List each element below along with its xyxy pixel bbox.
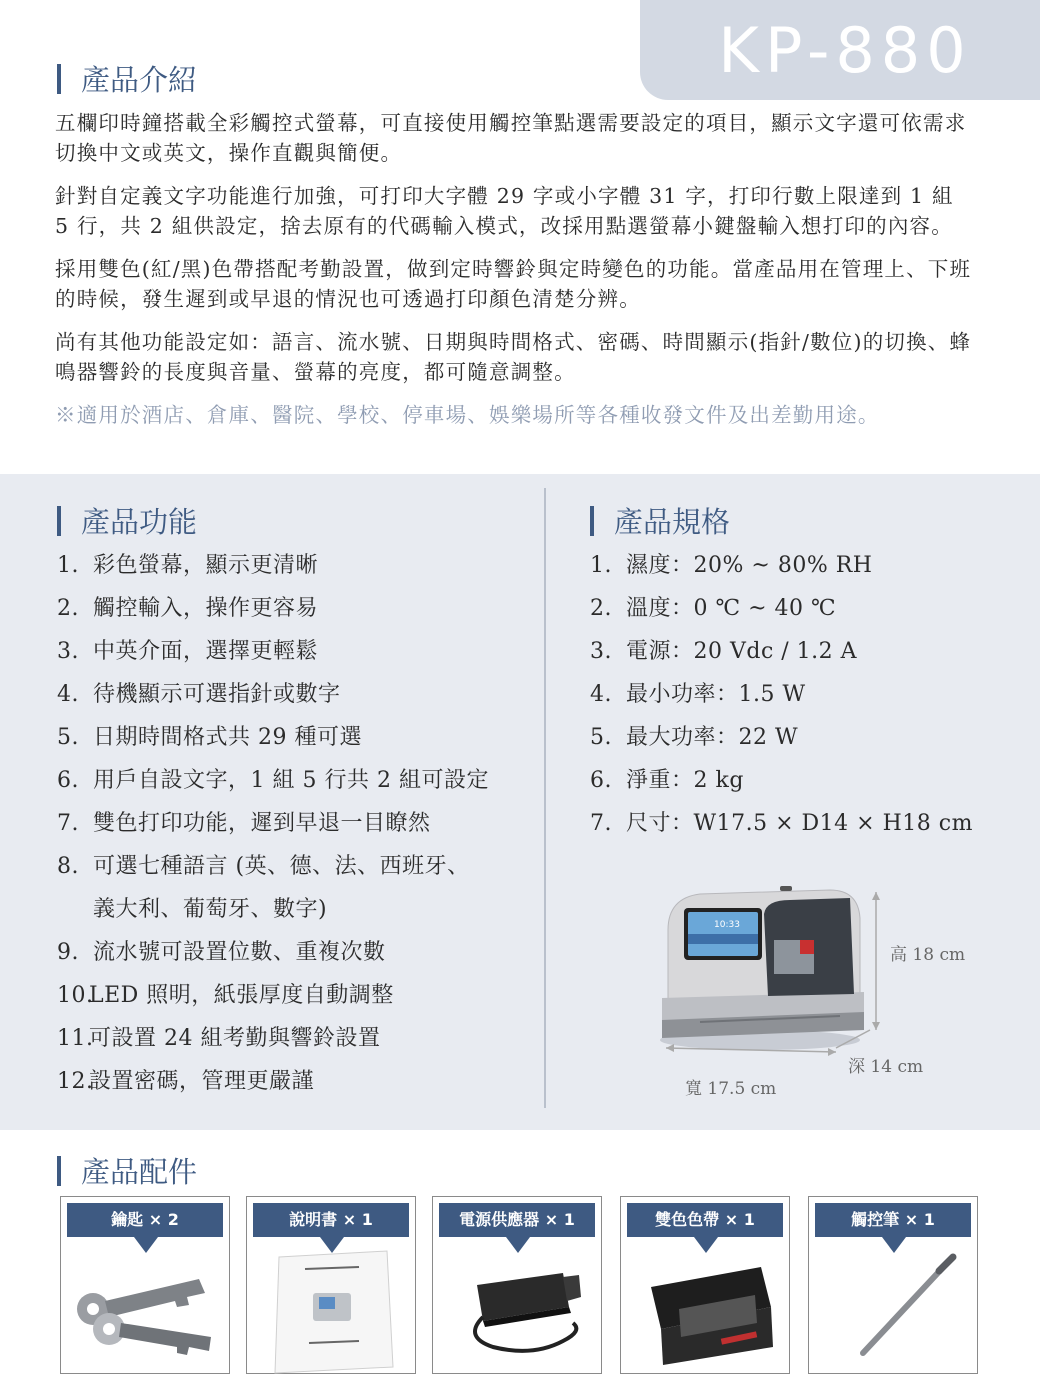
feature-item: 4. 待機顯示可選指針或數字 <box>57 682 341 707</box>
title-bar <box>590 506 594 536</box>
feature-item: 11.可設置 24 組考勤與響鈴設置 <box>57 1026 381 1051</box>
title-bar <box>57 64 61 94</box>
feature-item-continued: 義大利、葡萄牙、數字) <box>93 897 328 922</box>
feature-item: 1. 彩色螢幕，顯示更清晰 <box>57 553 319 578</box>
feature-item: 5. 日期時間格式共 29 種可選 <box>57 725 362 750</box>
width-label: 寬 17.5 cm <box>685 1079 777 1099</box>
model-name: KP-880 <box>718 13 972 87</box>
accessory-label: 鑰匙 × 2 <box>67 1203 223 1237</box>
spec-item: 2. 溫度：0 ℃ ~ 40 ℃ <box>590 596 837 621</box>
intro-paragraph: 尚有其他功能設定如：語言、流水號、日期與時間格式、密碼、時間顯示(指針/數位)的切換、蜂鳴器響鈴的長度與音量、螢幕的亮度，都可隨意調整。 <box>55 330 972 384</box>
accessory-card-ribbon <box>620 1196 790 1374</box>
svg-text:10:33: 10:33 <box>714 920 740 930</box>
specs-list <box>590 544 973 845</box>
accessory-label: 說明書 × 1 <box>253 1203 409 1237</box>
accessory-card-adapter <box>432 1196 602 1374</box>
intro-body <box>55 108 975 443</box>
model-tab <box>640 0 1040 100</box>
keys-icon <box>61 1197 231 1375</box>
manual-icon <box>247 1197 417 1375</box>
spec-item: 5. 最大功率：22 W <box>590 725 799 750</box>
depth-label: 深 14 cm <box>848 1057 924 1077</box>
spec-item: 3. 電源：20 Vdc / 1.2 A <box>590 639 858 664</box>
feature-item: 7. 雙色打印功能，遲到早退一目瞭然 <box>57 811 431 836</box>
title-bar <box>57 506 61 536</box>
spec-item: 6. 淨重：2 kg <box>590 768 744 793</box>
feature-item: 12.設置密碼，管理更嚴謹 <box>57 1069 315 1094</box>
accessories-title: 產品配件 <box>57 1150 197 1191</box>
accessory-card-keys <box>60 1196 230 1374</box>
spec-item: 7. 尺寸：W17.5 × D14 × H18 cm <box>590 811 973 836</box>
feature-item: 3. 中英介面，選擇更輕鬆 <box>57 639 319 664</box>
feature-item: 10.LED 照明，紙張厚度自動調整 <box>57 983 394 1008</box>
intro-paragraph: 採用雙色(紅/黑)色帶搭配考勤設置，做到定時響鈴與定時變色的功能。當產品用在管理上、下班的時候，發生遲到或早退的情況也可透過打印顏色清楚分辨。 <box>55 257 972 311</box>
accessory-label: 雙色色帶 × 1 <box>627 1203 783 1237</box>
height-label: 高 18 cm <box>890 945 966 965</box>
spec-item: 1. 濕度：20% ~ 80% RH <box>590 553 873 578</box>
feature-item: 9. 流水號可設置位數、重複次數 <box>57 940 386 965</box>
title-bar <box>57 1156 61 1186</box>
accessory-card-manual <box>246 1196 416 1374</box>
features-title: 產品功能 <box>57 500 197 541</box>
accessory-label: 電源供應器 × 1 <box>439 1203 595 1237</box>
feature-item: 8. 可選七種語言 (英、德、法、西班牙、 <box>57 854 470 879</box>
spec-item: 4. 最小功率：1.5 W <box>590 682 806 707</box>
accessory-card-stylus <box>808 1196 978 1374</box>
feature-item: 6. 用戶自設文字，1 組 5 行共 2 組可設定 <box>57 768 489 793</box>
time-clock-illustration <box>640 870 1000 1100</box>
usage-note: ※適用於酒店、倉庫、醫院、學校、停車場、娛樂場所等各種收發文件及出差勤用途。 <box>55 403 880 427</box>
stylus-icon <box>809 1197 979 1375</box>
intro-paragraph: 針對自定義文字功能進行加強，可打印大字體 29 字或小字體 31 字，打印行數上限達到 1 組 5 行，共 2 組供設定，捨去原有的代碼輸入模式，改採用點選螢幕小鍵盤輸入想打印的內容。 <box>55 184 954 238</box>
feature-item: 2. 觸控輸入，操作更容易 <box>57 596 319 621</box>
column-divider <box>544 488 546 1108</box>
ribbon-cartridge-icon <box>621 1197 791 1375</box>
power-adapter-icon <box>433 1197 603 1375</box>
features-list <box>57 544 489 1103</box>
intro-title: 產品介紹 <box>57 58 197 99</box>
specs-title: 產品規格 <box>590 500 730 541</box>
intro-paragraph: 五欄印時鐘搭載全彩觸控式螢幕，可直接使用觸控筆點選需要設定的項目，顯示文字還可依需求切換中文或英文，操作直觀與簡便。 <box>55 111 967 165</box>
accessory-label: 觸控筆 × 1 <box>815 1203 971 1237</box>
